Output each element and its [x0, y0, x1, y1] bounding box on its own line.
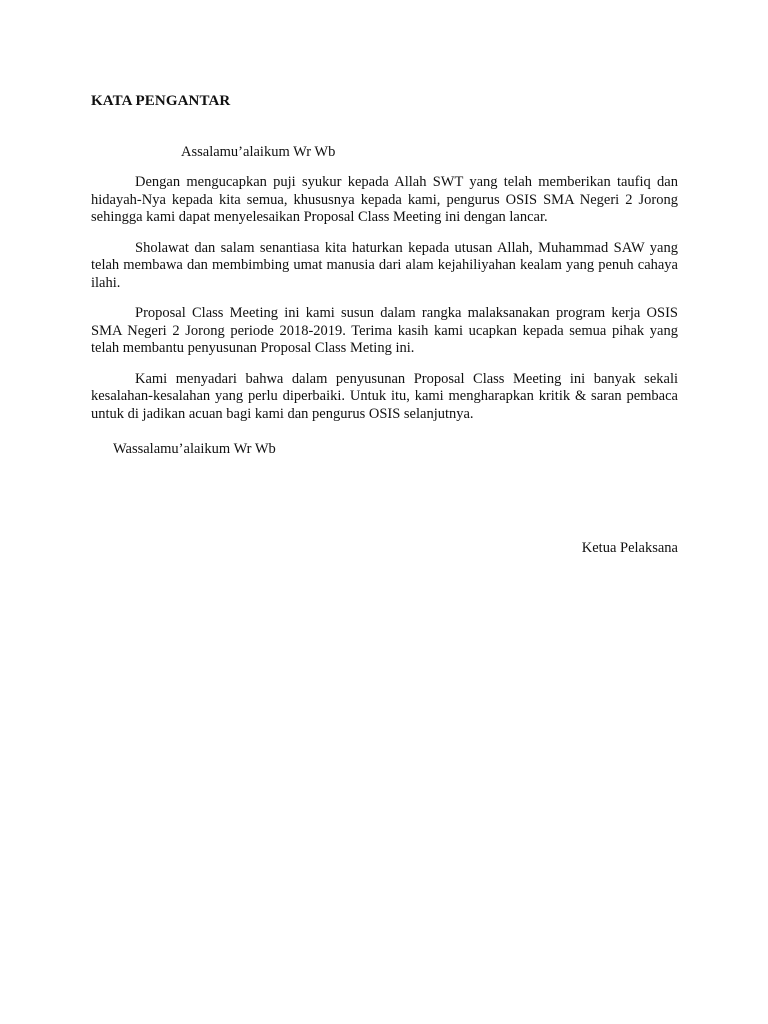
paragraph-4: Kami menyadari bahwa dalam penyusunan Proposal Class Meeting ini banyak sekali kesalahan-kesalahan yang perlu diperbaiki. Untuk itu, kami mengharapkan kritik & saran pembaca untuk di jadikan acuan bagi kami dan pengurus OSIS selanjutnya. — [91, 370, 678, 422]
document-page — [91, 0, 678, 1024]
paragraph-3: Proposal Class Meeting ini kami susun dalam rangka malaksanakan program kerja OSIS SMA Negeri 2 Jorong periode 2018-2019. Terima kasih kami ucapkan kepada semua pihak yang telah membantu penyusunan Proposal Class Meting ini. — [91, 305, 678, 356]
paragraph-2: Sholawat dan salam senantiasa kita haturkan kepada utusan Allah, Muhammad SAW yang telah membawa dan membimbing umat manusia dari alam kejahiliyahan kealam yang penuh cahaya ilahi. — [91, 239, 678, 291]
signature-title: Ketua Pelaksana — [581, 540, 678, 556]
greeting-text: Assalamu’alaikum Wr Wb — [181, 144, 336, 160]
body-paragraphs — [91, 174, 678, 436]
paragraph-1: Dengan mengucapkan puji syukur kepada Allah SWT yang telah memberikan taufiq dan hidayah-Nya kepada kita semua, khususnya kepada kami, pengurus OSIS SMA Negeri 2 Jorong sehingga kami dapat menyelesaikan Proposal Class Meeting ini dengan lancar. — [91, 174, 678, 225]
closing-text: Wassalamu’alaikum Wr Wb — [113, 441, 276, 457]
page-title: KATA PENGANTAR — [91, 93, 231, 109]
